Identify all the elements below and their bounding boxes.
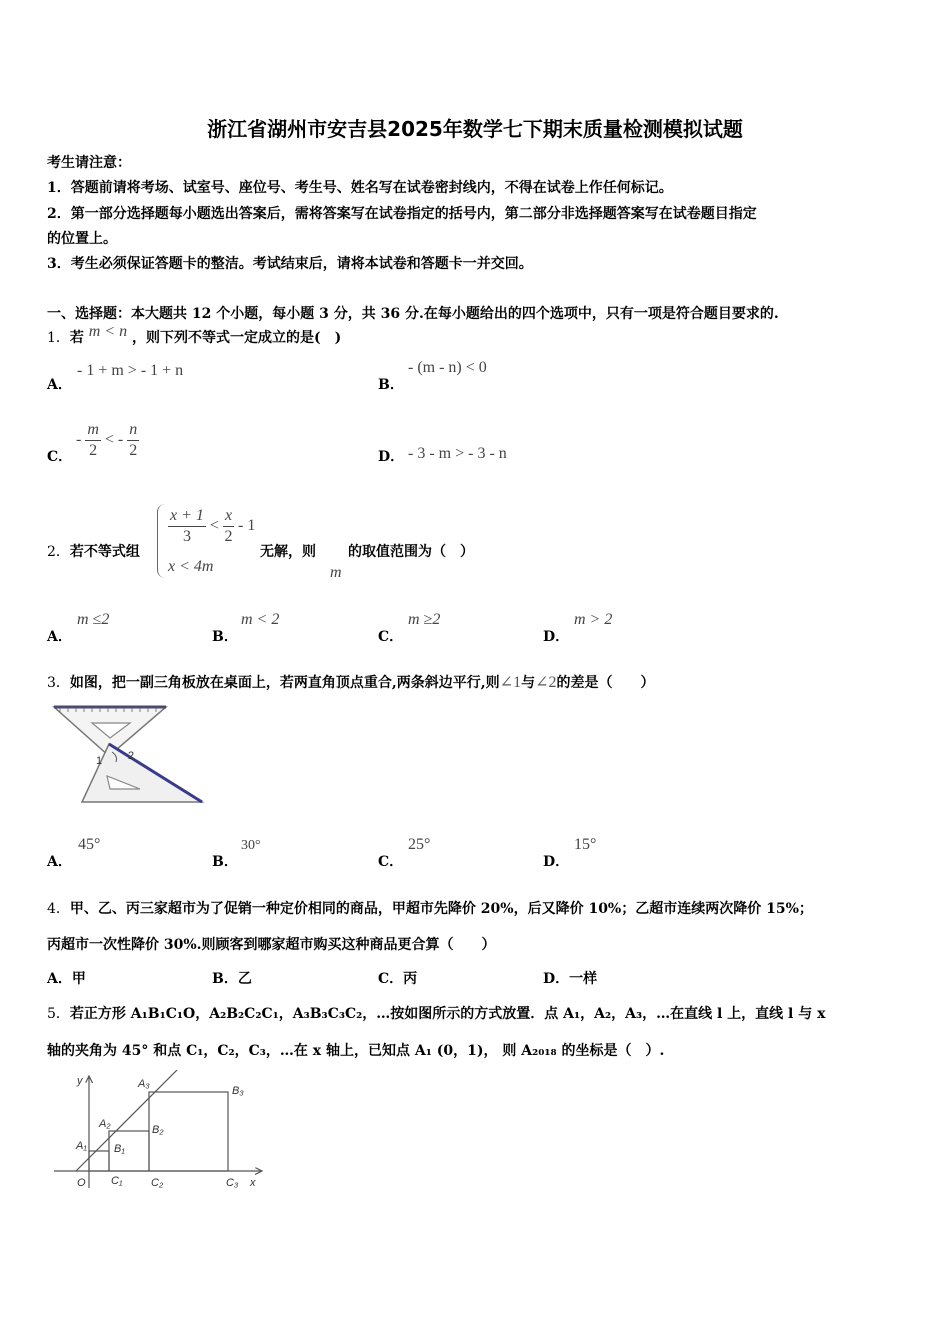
q2-option-d-label[interactable]: D． [543,629,570,645]
q4-option-d[interactable] [543,968,597,988]
q2-option-a-label[interactable]: A． [47,629,72,645]
label-c1: C₁ [111,1175,123,1187]
notice-item-2-cont: 的位置上。 [47,231,117,247]
label-b1: B₁ [114,1143,125,1155]
fraction [127,420,139,461]
q3-and: 与 [521,675,536,691]
q3-option-a-label[interactable]: A． [47,854,72,870]
q1-option-c-label[interactable]: C． [47,449,73,465]
q3-option-a[interactable]: 45° [78,836,101,853]
q2-post: 的取值范围为（ ） [348,544,474,560]
option-label: A． [47,971,72,987]
question-number: 5． [47,1006,70,1022]
q2-variable: m [330,564,342,581]
angle-1: ∠1 [499,674,522,691]
numerator: n [127,420,139,441]
numerator: m [85,420,101,441]
q2-option-b[interactable]: m < 2 [241,611,280,628]
question-number: 4． [47,901,70,917]
denominator: 2 [89,442,98,459]
q2-option-c-label[interactable]: C． [378,629,404,645]
denominator: 2 [129,442,138,459]
numerator: x + 1 [168,506,206,527]
question-number: 3． [47,675,70,691]
numerator: x [223,506,234,527]
q3-post: 的差是（ ） [556,675,655,691]
q5-line-2: 轴的夹角为 45° 和点 C₁，C₂，C₃，…在 x 轴上，已知点 A₁ (0，1)， 则 A₂₀₁₈ 的坐标是（ ）. [47,1043,665,1059]
notice-item-2: 2．第一部分选择题每小题选出答案后，需将答案写在试卷指定的括号内，第二部分非选择题答案写在试卷题目指定 [47,206,757,222]
question-number: 1． [47,330,70,346]
label-x: x [250,1177,256,1189]
q4-line-1: 甲、乙、丙三家超市为了促销一种定价相同的商品，甲超市先降价 20%，后又降价 10%；乙超市连续两次降价 15%； [69,901,813,917]
q2-option-a[interactable]: m ≤2 [77,611,110,628]
page-title: 浙江省湖州市安吉县2025年数学七下期末质量检测模拟试题 [207,117,743,141]
q1-option-a-label[interactable]: A． [47,377,72,393]
figure-label-1: 1 [96,755,103,767]
q4-option-a[interactable] [47,968,86,988]
option-text: 甲 [71,971,86,987]
q2-option-c[interactable]: m ≥2 [408,611,441,628]
option-text: 乙 [237,971,252,987]
figure-label-2: 2 [128,750,135,762]
angle-2: ∠2 [535,674,557,691]
less-than: < [209,517,219,535]
q4-option-b[interactable] [212,968,252,988]
system-brace [157,504,166,578]
option-label: D． [543,971,570,987]
q1-option-c[interactable] [76,420,139,461]
label-b3: B₃ [232,1085,244,1097]
q1-condition: m < n [88,323,128,340]
label-c3: C₃ [226,1177,239,1189]
option-text: 丙 [403,971,418,987]
question-4 [47,898,813,918]
label-origin: O [77,1177,86,1189]
q3-option-b-label[interactable]: B． [212,854,238,870]
q1-option-d-label[interactable]: D． [378,449,405,465]
less-than: < - [104,431,124,449]
q1-option-b-label[interactable]: B． [378,377,404,393]
squares-figure [50,1070,270,1192]
question-2 [47,541,140,561]
q1-option-d[interactable]: - 3 - m > - 3 - n [408,445,507,462]
line-l [76,1070,178,1171]
q3-option-c-label[interactable]: C． [378,854,404,870]
q2-mid: 无解，则 [260,544,316,560]
q3-option-d[interactable]: 15° [574,836,597,853]
label-c2: C₂ [151,1177,164,1189]
question-number: 2． [47,544,70,560]
q1-post: ，则下列不等式一定成立的是( ) [132,330,342,346]
q1-option-a[interactable]: - 1 + m > - 1 + n [77,362,184,379]
q1-option-b[interactable]: - (m - n) < 0 [408,359,487,376]
minus-one: - 1 [238,517,256,535]
q4-option-c[interactable] [378,968,417,988]
q2-option-d[interactable]: m > 2 [574,611,613,628]
label-y: y [77,1075,83,1087]
option-label: C． [378,971,404,987]
q2-pre: 若不等式组 [69,544,140,560]
denominator: 2 [224,528,233,545]
label-a3: A₃ [138,1078,150,1090]
label-b2: B₂ [152,1124,164,1136]
q3-option-b[interactable]: 30° [241,838,261,853]
fraction [85,420,101,461]
notice-heading: 考生请注意： [47,155,131,171]
option-text: 一样 [569,971,598,987]
notice-item-1: 1．答题前请将考场、试室号、座位号、考生号、姓名写在试卷密封线内，不得在试卷上作任何标记。 [47,180,673,196]
option-label: B． [212,971,238,987]
q2-option-b-label[interactable]: B． [212,629,238,645]
triangle-rulers-figure [52,704,207,806]
q3-option-d-label[interactable]: D． [543,854,570,870]
denominator: 3 [182,528,191,545]
q3-text: 如图，把一副三角板放在桌面上，若两直角顶点重合,两条斜边平行,则 [69,675,500,691]
lower-triangle [82,744,202,802]
minus: - [76,431,82,449]
section-header: 一、选择题：本大题共 12 个小题，每小题 3 分，共 36 分.在每小题给出的四个选项中，只有一项是符合题目要求的. [47,306,779,322]
fraction [168,506,206,547]
q1-pre: 若 [69,330,84,346]
question-3 [47,672,654,692]
q2-inequality-1 [168,506,255,547]
label-a2: A₂ [99,1118,111,1130]
notice-item-3: 3．考生必须保证答题卡的整洁。考试结束后，请将本试卷和答题卡一并交回。 [47,256,533,272]
q3-option-c[interactable]: 25° [408,836,431,853]
fraction [223,506,234,547]
q5-line-1: 若正方形 A₁B₁C₁O，A₂B₂C₂C₁，A₃B₃C₃C₂，…按如图所示的方式放置．点 A₁，A₂，A₃，…在直线 l 上，直线 l 与 x [69,1006,826,1022]
q2-inequality-2: x < 4m [168,558,214,575]
question-1 [47,323,342,347]
label-a1: A₁ [76,1140,87,1152]
square-1 [89,1151,109,1171]
question-5 [47,1003,825,1023]
q4-line-2: 丙超市一次性降价 30%.则顾客到哪家超市购买这种商品更合算（ ） [47,937,496,953]
